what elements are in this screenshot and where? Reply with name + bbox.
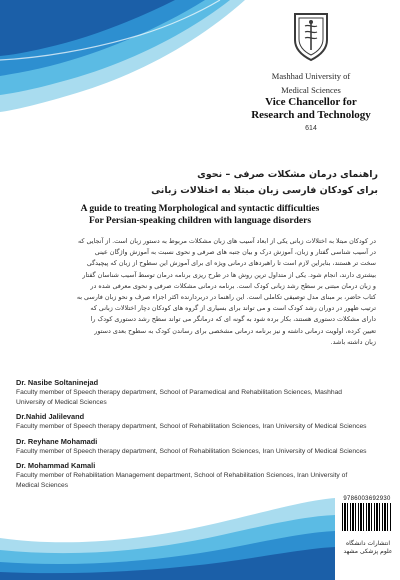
vice-chancellor-line2: Research and Technology — [251, 109, 371, 121]
abstract-line: و زبان درمان مبتنی بر سطح رشد زبانی کودک است. برنامه درمانی مشکلات صرفی و نحوی معرفی شده در — [90, 281, 376, 290]
author-affiliation-cont: University of Medical Sciences — [16, 398, 107, 406]
author-name: Dr. Mohammad Kamali — [16, 461, 96, 470]
abstract-line: ترتیب ظهور در دوران رشد کودک است و می تواند برای بسیاری از گروه های کودکان دچار اختلالات زبانی که — [90, 304, 376, 313]
author-entry — [16, 412, 386, 432]
persian-title-line1: راهنمای درمان مشکلات صرفی – نحوی — [197, 169, 378, 180]
author-affiliation: Faculty member of Rehabilitation Management department, School of Rehabilitation Sciences, Iran University of — [16, 472, 348, 479]
university-name-line1: Mashhad University of — [271, 71, 351, 81]
persian-abstract — [24, 236, 376, 348]
vice-chancellor-line1: Vice Chancellor for — [265, 96, 357, 108]
publisher-name — [340, 540, 396, 556]
author-name: Dr. Nasibe Soltaninejad — [16, 378, 99, 387]
bottom-wave-decoration — [0, 470, 400, 580]
abstract-line: در آسیب شناسی گفتار و زبان، آموزش درک و بیان جنبه های صرفی و نحوی نسبت به آموزش واژگان عینی — [94, 248, 376, 257]
author-affiliation: Faculty member of Speech therapy department, School of Rehabilitation Sciences, Iran University of Medical Sciences — [16, 423, 367, 430]
barcode-icon — [342, 503, 392, 531]
abstract-line: بیشتری دارند، انجام شود. یکی از متداول ترین روش ها در طرح ریزی برنامه درمان توسط آسیب شناسان گفتار — [82, 270, 376, 279]
abstract-line: تعیین کرده، اولویت درمانی داشته و نیز برنامه درمانی مشخصی برای رساندن کودک به سطوح بعدی دستور — [94, 326, 376, 335]
abstract-line: دارای مشکلات دستوری هستند، بکار برده شود به گونه ای که درمانگر می تواند سطح رشد دستوری کودک را — [90, 315, 376, 324]
abstract-line: در کودکان مبتلا به اختلالات زبانی یکی از ابعاد آسیب های زبان مشکلات مربوط به دستور زبان است. از آنجایی که — [77, 237, 376, 245]
abstract-line: کتاب حاضر، بر مبنای مدل توصیفی تکاملی است. این راهنما در دربردارنده اکثر اجزاء صرف و نحو زبان فارسی به — [76, 293, 376, 302]
publisher-line1: انتشارات دانشگاه — [345, 540, 391, 547]
author-affiliation-cont: Medical Sciences — [16, 481, 69, 489]
english-title-line2: For Persian-speaking children with language disorders — [88, 216, 312, 226]
english-title-line1: A guide to treating Morphological and syntactic difficulties — [80, 204, 320, 214]
author-name: Dr. Reyhane Mohamadi — [16, 436, 98, 446]
abstract-line: زبان داشته باشد. — [330, 337, 376, 346]
abstract-line: سخت تر هستند، بنابراین لازم است تا راهبردهای درمانی ویژه ای برای آموزش این سطوح از زبان که پیچیدگی — [86, 259, 376, 268]
author-entry — [16, 378, 386, 407]
series-number: 614 — [305, 125, 317, 132]
university-name-line2: Medical Sciences — [281, 85, 341, 95]
university-logo-icon — [287, 10, 335, 62]
author-name: Dr.Nahid Jalilevand — [16, 412, 85, 421]
persian-title-line2: برای کودکان فارسی زبان مبتلا به اختلالات زبانی — [151, 185, 378, 196]
publisher-line2: علوم پزشکی مشهد — [343, 548, 393, 555]
author-affiliation: Faculty member of Speech therapy department, School of Paramedical and Rehabilitation Sciences, Mashhad — [16, 389, 343, 396]
author-affiliation: Faculty member of Speech therapy department, School of Rehabilitation Sciences, Iran University of Medical Sciences — [16, 447, 367, 455]
isbn-number: 9786003692930 — [343, 496, 391, 502]
author-entry — [16, 437, 386, 457]
university-header — [236, 10, 386, 132]
isbn-block — [342, 496, 392, 531]
